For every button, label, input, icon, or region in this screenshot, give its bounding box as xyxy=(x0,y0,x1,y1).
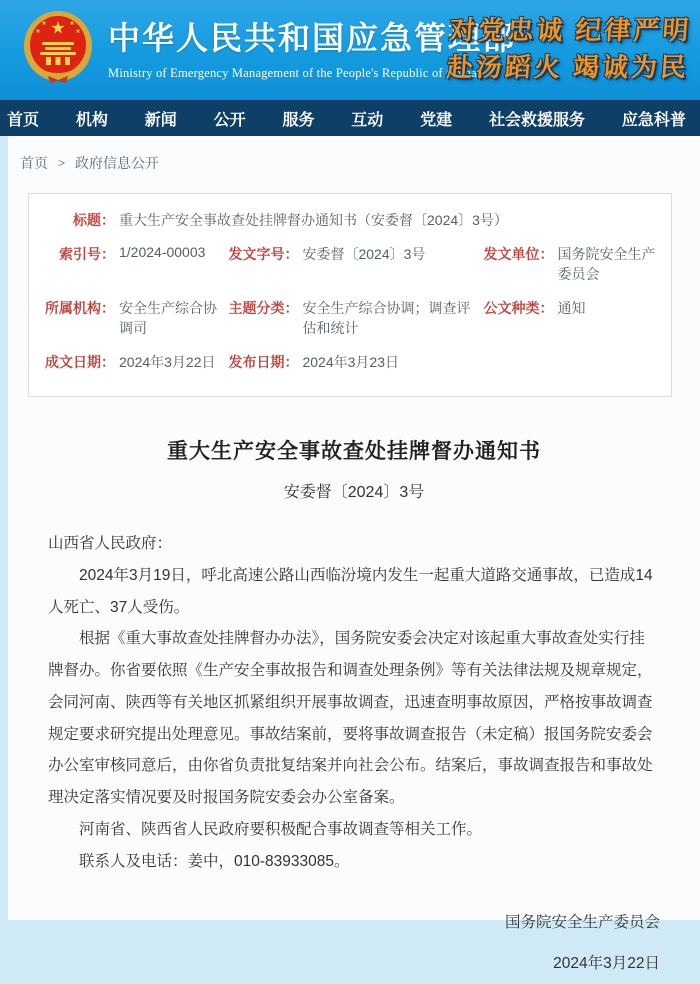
meta-label: 所属机构： xyxy=(45,300,115,316)
meta-label: 发文单位： xyxy=(483,246,554,262)
nav-item-home[interactable]: 首页 xyxy=(7,111,40,129)
meta-value: 国务院安全生产委员会 xyxy=(557,246,656,282)
signature-org: 国务院安全生产委员会 xyxy=(504,914,660,932)
document-meta-panel xyxy=(28,193,672,397)
meta-title-value: 重大生产安全事故查处挂牌督办通知书（安委督〔2024〕3号） xyxy=(119,212,508,228)
paragraph-4: 联系人及电话：姜中，010-83933085。 xyxy=(79,852,350,870)
meta-field-empty xyxy=(478,352,661,372)
meta-row-1 xyxy=(39,244,661,284)
signature-block xyxy=(8,903,660,984)
meta-field-issuing-unit xyxy=(478,244,661,284)
meta-value: 安委督〔2024〕3号 xyxy=(302,246,426,262)
meta-label: 公文种类： xyxy=(483,300,554,316)
breadcrumb-home-link[interactable]: 首页 xyxy=(20,155,48,171)
meta-row-title xyxy=(39,210,661,230)
meta-label: 成文日期： xyxy=(45,354,115,370)
breadcrumb xyxy=(20,153,700,173)
document-title: 重大生产安全事故查处挂牌督办通知书 xyxy=(167,440,541,463)
nav-item-science[interactable]: 应急科普 xyxy=(621,111,686,129)
meta-value: 安全生产综合协调司 xyxy=(119,300,217,336)
nav-item-open[interactable]: 公开 xyxy=(213,111,246,129)
meta-field-topic-category xyxy=(222,298,477,338)
document-number: 安委督〔2024〕3号 xyxy=(283,484,425,501)
paragraph-2: 根据《重大事故查处挂牌督办办法》，国务院安委会决定对该起重大事故查处实行挂牌督办。你省要依照《生产安全事故报告和调查处理条例》等有关法律法规及规章规定，会同河南、陕西等有关地区抓紧组织开展事故调查，迅速查明事故原因，严格按事故调查规定要求研究提出处理意见。事故结案前，要将事故调查报告（未定稿）报国务院安委会办公室审核同意后，由你省负责批复结案并向社会公布。结案后，事故调查报告和事故处理决定落实情况要及时报国务院安委会办公室备案。 xyxy=(48,630,653,807)
meta-row-3 xyxy=(39,352,661,372)
nav-item-service[interactable]: 服务 xyxy=(282,111,315,129)
meta-value: 1/2024-00003 xyxy=(119,244,206,260)
nav-item-interaction[interactable]: 互动 xyxy=(351,111,384,129)
meta-field-index-no xyxy=(39,244,222,284)
breadcrumb-current-link[interactable]: 政府信息公开 xyxy=(75,155,160,171)
meta-field-publish-date xyxy=(222,352,477,372)
meta-field-doc-type xyxy=(478,298,661,338)
ministry-name-en: Ministry of Emergency Management of the People's Republic of China xyxy=(108,65,477,80)
slogan-line-2: 赴汤蹈火 竭诚为民 xyxy=(445,52,690,82)
meta-row-2 xyxy=(39,298,661,338)
breadcrumb-separator: > xyxy=(58,156,66,170)
meta-label: 发文字号： xyxy=(228,246,299,262)
nav-item-party[interactable]: 党建 xyxy=(420,111,453,129)
meta-field-written-date xyxy=(39,352,222,372)
document-body xyxy=(48,528,660,877)
content-container xyxy=(8,136,700,972)
header-slogan xyxy=(445,12,692,86)
meta-value: 通知 xyxy=(557,300,586,316)
page-background xyxy=(0,136,700,972)
site-header xyxy=(0,0,700,100)
meta-label: 索引号： xyxy=(59,246,115,262)
meta-value: 2024年3月22日 xyxy=(119,354,216,370)
slogan-line-1: 对党忠诚 纪律严明 xyxy=(448,15,693,45)
nav-item-social-rescue[interactable]: 社会救援服务 xyxy=(489,111,586,129)
paragraph-3: 河南省、陕西省人民政府要积极配合事故调查等相关工作。 xyxy=(79,820,483,838)
meta-field-department xyxy=(39,298,222,338)
meta-value: 安全生产综合协调；调查评估和统计 xyxy=(302,300,471,336)
nav-item-org[interactable]: 机构 xyxy=(75,111,108,129)
main-nav xyxy=(0,100,700,136)
meta-label: 发布日期： xyxy=(228,354,299,370)
paragraph-1: 2024年3月19日，呼北高速公路山西临汾境内发生一起重大道路交通事故，已造成14人死亡、37人受伤。 xyxy=(48,566,653,616)
ministry-name-cn: 中华人民共和国应急管理部 xyxy=(108,20,517,57)
signature-date: 2024年3月22日 xyxy=(553,954,660,972)
nav-item-news[interactable]: 新闻 xyxy=(144,111,177,129)
salutation: 山西省人民政府： xyxy=(48,535,173,552)
meta-label: 主题分类： xyxy=(228,300,299,316)
meta-field-doc-no xyxy=(222,244,477,284)
national-emblem-icon xyxy=(22,10,94,91)
meta-title-label: 标题： xyxy=(73,212,115,228)
meta-value: 2024年3月23日 xyxy=(302,354,399,370)
